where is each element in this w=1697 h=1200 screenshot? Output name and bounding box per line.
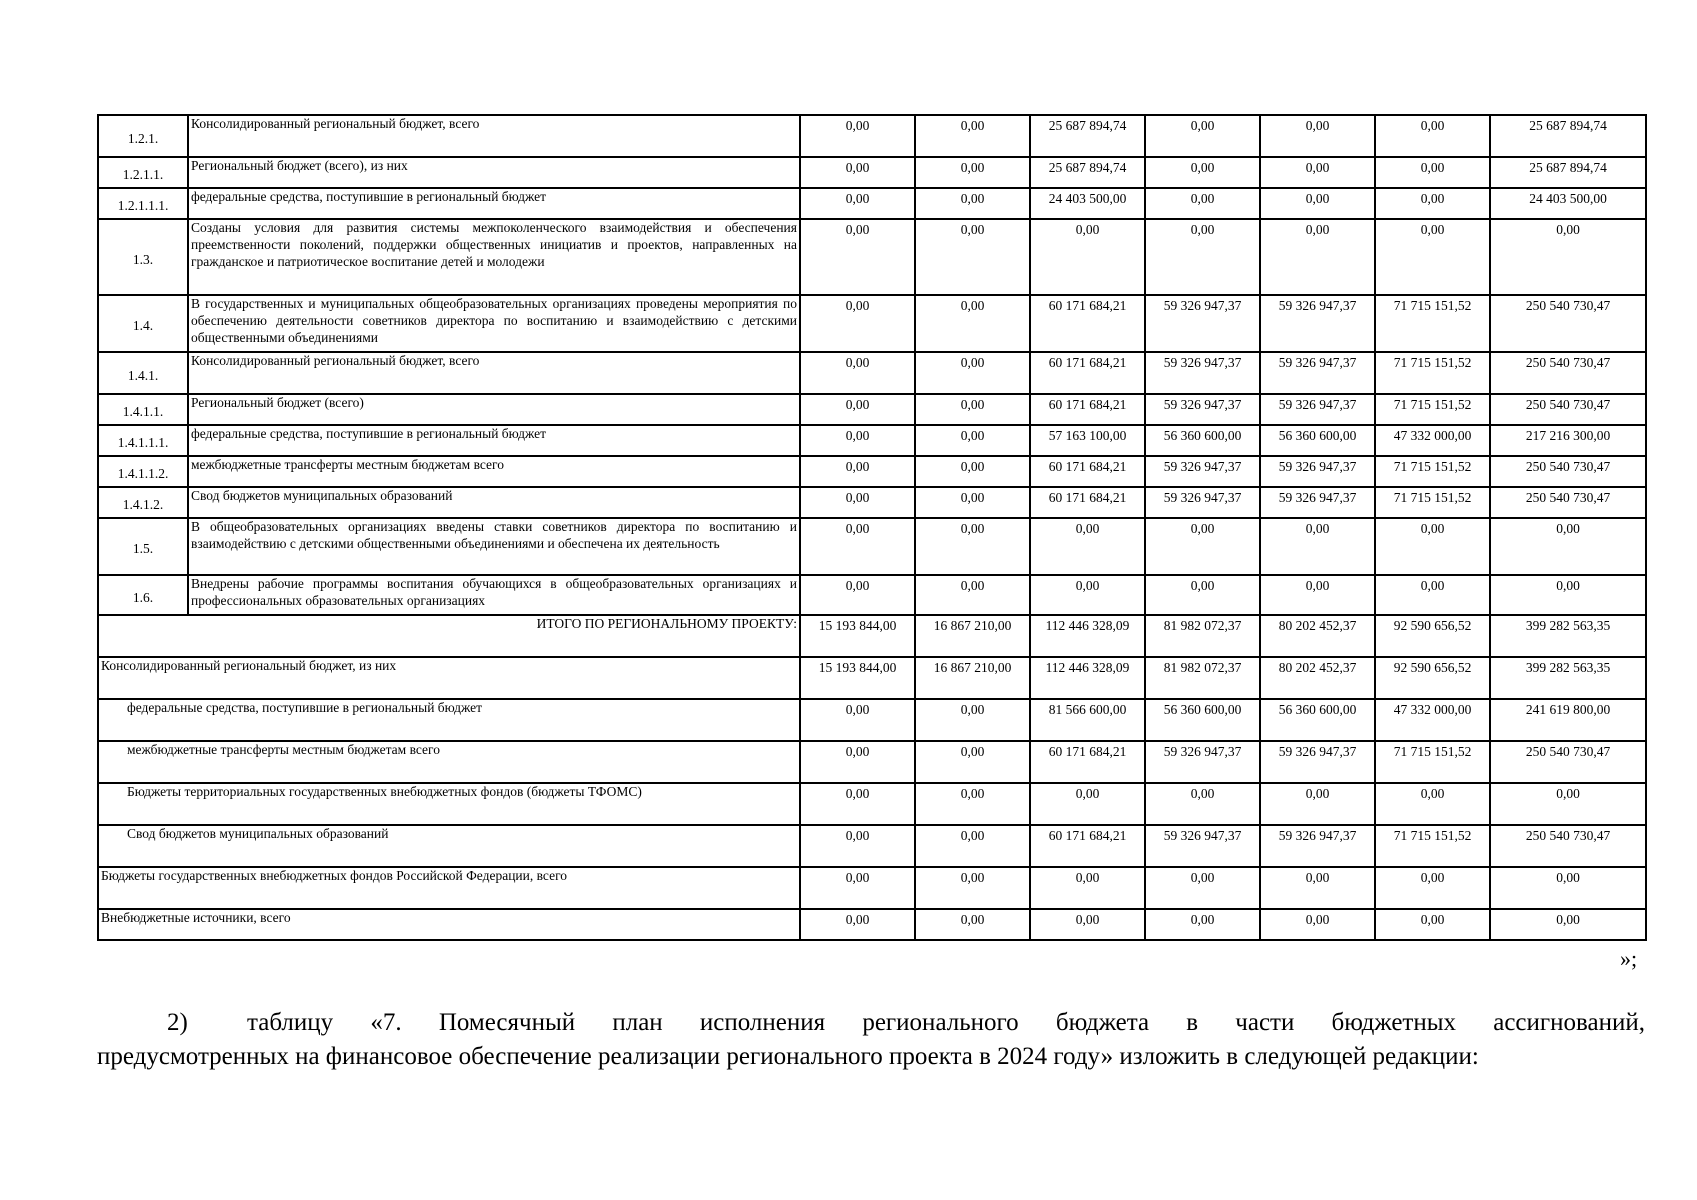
row-code: 1.4.1.1.2. xyxy=(98,456,188,487)
value-cell: 0,00 xyxy=(800,295,915,352)
value-cell: 0,00 xyxy=(1030,219,1145,295)
value-cell: 59 326 947,37 xyxy=(1145,741,1260,783)
value-cell: 0,00 xyxy=(1145,867,1260,909)
value-cell: 0,00 xyxy=(800,909,915,940)
value-cell: 60 171 684,21 xyxy=(1030,394,1145,425)
row-code: 1.3. xyxy=(98,219,188,295)
value-cell: 0,00 xyxy=(800,425,915,456)
table-row xyxy=(98,115,1646,157)
value-cell: 0,00 xyxy=(915,188,1030,219)
paragraph-text-1: таблицу «7. Помесячный план исполнения регионального бюджета в части бюджетных ассигнований, xyxy=(247,1009,1645,1036)
value-cell: 0,00 xyxy=(1145,219,1260,295)
value-cell: 250 540 730,47 xyxy=(1490,394,1646,425)
value-cell: 59 326 947,37 xyxy=(1145,352,1260,394)
value-cell: 250 540 730,47 xyxy=(1490,456,1646,487)
value-cell: 25 687 894,74 xyxy=(1490,115,1646,157)
value-cell: 0,00 xyxy=(915,487,1030,518)
summary-row xyxy=(98,909,1646,940)
row-name: Внедрены рабочие программы воспитания обучающихся в общеобразовательных организациях и профессиональных образовательных организациях xyxy=(188,575,800,615)
value-cell: 59 326 947,37 xyxy=(1260,456,1375,487)
value-cell: 0,00 xyxy=(915,783,1030,825)
value-cell: 59 326 947,37 xyxy=(1145,487,1260,518)
row-code: 1.4.1.2. xyxy=(98,487,188,518)
value-cell: 71 715 151,52 xyxy=(1375,825,1490,867)
value-cell: 71 715 151,52 xyxy=(1375,352,1490,394)
summary-label: Внебюджетные источники, всего xyxy=(98,909,800,940)
row-name: Региональный бюджет (всего), из них xyxy=(188,157,800,188)
value-cell: 16 867 210,00 xyxy=(915,657,1030,699)
value-cell: 0,00 xyxy=(915,352,1030,394)
value-cell: 0,00 xyxy=(1375,219,1490,295)
value-cell: 92 590 656,52 xyxy=(1375,615,1490,657)
value-cell: 0,00 xyxy=(915,295,1030,352)
row-code: 1.4.1. xyxy=(98,352,188,394)
row-name: межбюджетные трансферты местным бюджетам всего xyxy=(188,456,800,487)
value-cell: 0,00 xyxy=(1490,909,1646,940)
value-cell: 250 540 730,47 xyxy=(1490,295,1646,352)
value-cell: 0,00 xyxy=(1375,909,1490,940)
value-cell: 0,00 xyxy=(800,487,915,518)
value-cell: 47 332 000,00 xyxy=(1375,699,1490,741)
value-cell: 0,00 xyxy=(915,425,1030,456)
value-cell: 60 171 684,21 xyxy=(1030,456,1145,487)
value-cell: 24 403 500,00 xyxy=(1030,188,1145,219)
value-cell: 0,00 xyxy=(915,219,1030,295)
table-row xyxy=(98,487,1646,518)
value-cell: 217 216 300,00 xyxy=(1490,425,1646,456)
value-cell: 0,00 xyxy=(1030,867,1145,909)
value-cell: 0,00 xyxy=(1375,783,1490,825)
paragraph-line-2: предусмотренных на финансовое обеспечение реализации регионального проекта в 2024 году» изложить в следующей редакции: xyxy=(97,1043,1479,1070)
value-cell: 0,00 xyxy=(915,699,1030,741)
value-cell: 0,00 xyxy=(800,575,915,615)
value-cell: 0,00 xyxy=(800,783,915,825)
table-row xyxy=(98,456,1646,487)
value-cell: 0,00 xyxy=(1375,575,1490,615)
value-cell: 241 619 800,00 xyxy=(1490,699,1646,741)
value-cell: 56 360 600,00 xyxy=(1145,425,1260,456)
row-name: Свод бюджетов муниципальных образований xyxy=(188,487,800,518)
value-cell: 0,00 xyxy=(915,456,1030,487)
value-cell: 59 326 947,37 xyxy=(1260,394,1375,425)
row-name: В общеобразовательных организациях введены ставки советников директора по воспитанию и взаимодействию с детскими общественными объединениями и обеспечена их деятельность xyxy=(188,518,800,575)
value-cell: 0,00 xyxy=(800,394,915,425)
value-cell: 0,00 xyxy=(915,518,1030,575)
value-cell: 0,00 xyxy=(1145,783,1260,825)
value-cell: 0,00 xyxy=(1260,188,1375,219)
value-cell: 0,00 xyxy=(1375,157,1490,188)
value-cell: 56 360 600,00 xyxy=(1260,425,1375,456)
row-name: Консолидированный региональный бюджет, всего xyxy=(188,352,800,394)
value-cell: 16 867 210,00 xyxy=(915,615,1030,657)
value-cell: 25 687 894,74 xyxy=(1030,115,1145,157)
value-cell: 59 326 947,37 xyxy=(1260,295,1375,352)
value-cell: 0,00 xyxy=(1260,575,1375,615)
value-cell: 0,00 xyxy=(800,188,915,219)
value-cell: 59 326 947,37 xyxy=(1260,487,1375,518)
value-cell: 59 326 947,37 xyxy=(1260,741,1375,783)
value-cell: 71 715 151,52 xyxy=(1375,295,1490,352)
summary-label: Свод бюджетов муниципальных образований xyxy=(98,825,800,867)
value-cell: 0,00 xyxy=(915,575,1030,615)
value-cell: 0,00 xyxy=(800,825,915,867)
value-cell: 25 687 894,74 xyxy=(1490,157,1646,188)
value-cell: 0,00 xyxy=(1375,518,1490,575)
value-cell: 0,00 xyxy=(1030,909,1145,940)
value-cell: 0,00 xyxy=(1030,575,1145,615)
value-cell: 60 171 684,21 xyxy=(1030,741,1145,783)
summary-label: федеральные средства, поступившие в региональный бюджет xyxy=(98,699,800,741)
value-cell: 60 171 684,21 xyxy=(1030,352,1145,394)
value-cell: 59 326 947,37 xyxy=(1145,456,1260,487)
value-cell: 0,00 xyxy=(1145,157,1260,188)
value-cell: 112 446 328,09 xyxy=(1030,615,1145,657)
row-code: 1.5. xyxy=(98,518,188,575)
value-cell: 0,00 xyxy=(915,825,1030,867)
value-cell: 59 326 947,37 xyxy=(1145,394,1260,425)
summary-label: межбюджетные трансферты местным бюджетам всего xyxy=(98,741,800,783)
value-cell: 71 715 151,52 xyxy=(1375,394,1490,425)
value-cell: 0,00 xyxy=(1030,518,1145,575)
summary-label: Бюджеты территориальных государственных внебюджетных фондов (бюджеты ТФОМС) xyxy=(98,783,800,825)
value-cell: 112 446 328,09 xyxy=(1030,657,1145,699)
value-cell: 59 326 947,37 xyxy=(1145,825,1260,867)
row-code: 1.4.1.1. xyxy=(98,394,188,425)
summary-row xyxy=(98,783,1646,825)
value-cell: 60 171 684,21 xyxy=(1030,487,1145,518)
value-cell: 56 360 600,00 xyxy=(1145,699,1260,741)
value-cell: 0,00 xyxy=(1260,867,1375,909)
summary-row xyxy=(98,825,1646,867)
value-cell: 15 193 844,00 xyxy=(800,657,915,699)
row-code: 1.2.1.1. xyxy=(98,157,188,188)
value-cell: 59 326 947,37 xyxy=(1260,352,1375,394)
budget-table xyxy=(97,114,1647,941)
value-cell: 0,00 xyxy=(1260,783,1375,825)
value-cell: 0,00 xyxy=(1260,909,1375,940)
paragraph-line-1 xyxy=(97,1006,1645,1040)
value-cell: 0,00 xyxy=(1490,219,1646,295)
value-cell: 56 360 600,00 xyxy=(1260,699,1375,741)
value-cell: 0,00 xyxy=(1490,867,1646,909)
table-row xyxy=(98,188,1646,219)
value-cell: 0,00 xyxy=(1375,188,1490,219)
value-cell: 0,00 xyxy=(1260,157,1375,188)
table-row xyxy=(98,219,1646,295)
value-cell: 71 715 151,52 xyxy=(1375,487,1490,518)
value-cell: 81 982 072,37 xyxy=(1145,615,1260,657)
value-cell: 250 540 730,47 xyxy=(1490,352,1646,394)
row-name: Консолидированный региональный бюджет, всего xyxy=(188,115,800,157)
value-cell: 0,00 xyxy=(1260,219,1375,295)
value-cell: 59 326 947,37 xyxy=(1260,825,1375,867)
value-cell: 0,00 xyxy=(1145,188,1260,219)
value-cell: 0,00 xyxy=(915,115,1030,157)
value-cell: 0,00 xyxy=(915,157,1030,188)
value-cell: 0,00 xyxy=(1145,575,1260,615)
row-name: Созданы условия для развития системы межпоколенческого взаимодействия и обеспечения преемственности поколений, поддержки общественных инициатив и проектов, направленных на гражданское и патриотическое воспитание детей и молодежи xyxy=(188,219,800,295)
value-cell: 0,00 xyxy=(800,456,915,487)
value-cell: 60 171 684,21 xyxy=(1030,295,1145,352)
value-cell: 0,00 xyxy=(800,352,915,394)
value-cell: 250 540 730,47 xyxy=(1490,741,1646,783)
closing-quote: »; xyxy=(1620,946,1638,971)
value-cell: 0,00 xyxy=(1145,115,1260,157)
value-cell: 250 540 730,47 xyxy=(1490,487,1646,518)
value-cell: 0,00 xyxy=(800,867,915,909)
value-cell: 0,00 xyxy=(915,909,1030,940)
row-code: 1.4.1.1.1. xyxy=(98,425,188,456)
value-cell: 60 171 684,21 xyxy=(1030,825,1145,867)
value-cell: 250 540 730,47 xyxy=(1490,825,1646,867)
value-cell: 0,00 xyxy=(1375,115,1490,157)
value-cell: 59 326 947,37 xyxy=(1145,295,1260,352)
value-cell: 47 332 000,00 xyxy=(1375,425,1490,456)
value-cell: 0,00 xyxy=(915,394,1030,425)
value-cell: 24 403 500,00 xyxy=(1490,188,1646,219)
paragraph-number: 2) xyxy=(167,1009,188,1036)
value-cell: 0,00 xyxy=(1030,783,1145,825)
value-cell: 0,00 xyxy=(1260,115,1375,157)
value-cell: 0,00 xyxy=(915,867,1030,909)
value-cell: 399 282 563,35 xyxy=(1490,657,1646,699)
value-cell: 0,00 xyxy=(800,157,915,188)
table-row xyxy=(98,157,1646,188)
total-row xyxy=(98,615,1646,657)
value-cell: 57 163 100,00 xyxy=(1030,425,1145,456)
summary-label: Бюджеты государственных внебюджетных фондов Российской Федерации, всего xyxy=(98,867,800,909)
value-cell: 0,00 xyxy=(1145,518,1260,575)
value-cell: 15 193 844,00 xyxy=(800,615,915,657)
row-code: 1.6. xyxy=(98,575,188,615)
summary-row xyxy=(98,867,1646,909)
summary-row xyxy=(98,657,1646,699)
row-code: 1.2.1. xyxy=(98,115,188,157)
row-name: федеральные средства, поступившие в региональный бюджет xyxy=(188,425,800,456)
value-cell: 92 590 656,52 xyxy=(1375,657,1490,699)
summary-row xyxy=(98,699,1646,741)
value-cell: 0,00 xyxy=(1260,518,1375,575)
table-row xyxy=(98,394,1646,425)
value-cell: 80 202 452,37 xyxy=(1260,657,1375,699)
value-cell: 0,00 xyxy=(800,699,915,741)
table-row xyxy=(98,295,1646,352)
row-name: Региональный бюджет (всего) xyxy=(188,394,800,425)
value-cell: 0,00 xyxy=(1490,518,1646,575)
summary-label: Консолидированный региональный бюджет, из них xyxy=(98,657,800,699)
summary-row xyxy=(98,741,1646,783)
value-cell: 81 566 600,00 xyxy=(1030,699,1145,741)
value-cell: 0,00 xyxy=(800,219,915,295)
table-row xyxy=(98,575,1646,615)
value-cell: 0,00 xyxy=(1145,909,1260,940)
row-name: федеральные средства, поступившие в региональный бюджет xyxy=(188,188,800,219)
table-row xyxy=(98,352,1646,394)
value-cell: 0,00 xyxy=(800,518,915,575)
value-cell: 399 282 563,35 xyxy=(1490,615,1646,657)
value-cell: 71 715 151,52 xyxy=(1375,741,1490,783)
value-cell: 0,00 xyxy=(800,115,915,157)
table-row xyxy=(98,425,1646,456)
total-label: ИТОГО ПО РЕГИОНАЛЬНОМУ ПРОЕКТУ: xyxy=(98,615,800,657)
value-cell: 80 202 452,37 xyxy=(1260,615,1375,657)
row-code: 1.4. xyxy=(98,295,188,352)
row-code: 1.2.1.1.1. xyxy=(98,188,188,219)
value-cell: 25 687 894,74 xyxy=(1030,157,1145,188)
row-name: В государственных и муниципальных общеобразовательных организациях проведены мероприятия по обеспечению деятельности советников директора по воспитанию и взаимодействию с детскими общественными объединениями xyxy=(188,295,800,352)
value-cell: 81 982 072,37 xyxy=(1145,657,1260,699)
value-cell: 0,00 xyxy=(915,741,1030,783)
value-cell: 71 715 151,52 xyxy=(1375,456,1490,487)
value-cell: 0,00 xyxy=(800,741,915,783)
value-cell: 0,00 xyxy=(1375,867,1490,909)
value-cell: 0,00 xyxy=(1490,575,1646,615)
value-cell: 0,00 xyxy=(1490,783,1646,825)
table-row xyxy=(98,518,1646,575)
